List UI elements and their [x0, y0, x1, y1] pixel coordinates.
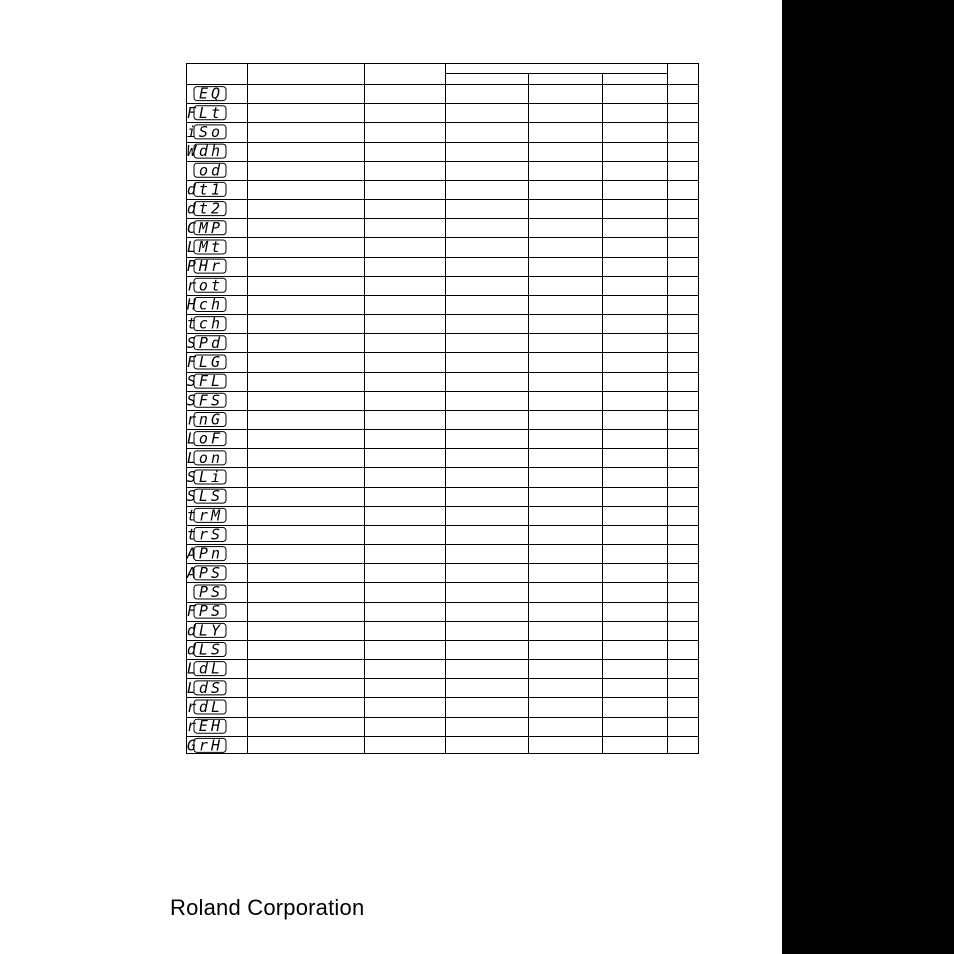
lcd-code-text: dt1	[186, 180, 223, 199]
lcd-code-text: PHr	[186, 257, 223, 276]
lcd-code-text: GrH	[186, 736, 223, 755]
lcd-code-text: dt2	[186, 199, 223, 218]
lcd-code-text: APn	[186, 544, 223, 563]
lcd-code-text: LdS	[186, 678, 223, 697]
lcd-code-text: LoF	[186, 429, 223, 448]
lcd-code-text: CMP	[186, 218, 223, 237]
lcd-code-text: SLi	[186, 467, 223, 486]
lcd-code-text: EQ	[198, 84, 223, 103]
lcd-code-text: rot	[186, 276, 223, 295]
lcd-code-text: FPS	[186, 602, 223, 621]
lcd-code-text: FLt	[186, 103, 223, 122]
table-border	[187, 64, 699, 754]
lcd-code-text: dLS	[186, 640, 223, 659]
lcd-code-text: SPd	[186, 333, 223, 352]
lcd-code-text: trM	[186, 506, 223, 525]
lcd-code-text: Lon	[186, 448, 223, 467]
lcd-code-text: LMt	[186, 237, 223, 256]
lcd-code-text: SFS	[186, 391, 223, 410]
lcd-code-text: tch	[186, 314, 223, 333]
lcd-code-text: iSo	[186, 122, 223, 141]
lcd-code-text: Wdh	[186, 142, 223, 161]
lcd-code-text: rEH	[186, 717, 223, 736]
brand-logo-text: Roland Corporation	[170, 895, 365, 920]
lcd-code-text: rdL	[186, 698, 223, 717]
lcd-code-text: dLY	[186, 621, 223, 640]
lcd-code-text: od	[198, 161, 223, 180]
lcd-code-text: Hch	[186, 295, 223, 314]
lcd-code-text: FLG	[186, 352, 223, 371]
lcd-code-text: SLS	[186, 487, 223, 506]
lcd-code-text: APS	[186, 563, 223, 582]
lcd-code-text: trS	[186, 525, 223, 544]
lcd-code-text: SFL	[186, 372, 223, 391]
lcd-code-text: rnG	[186, 410, 223, 429]
lcd-code-text: LdL	[186, 659, 223, 678]
lcd-code-text: PS	[198, 583, 223, 602]
